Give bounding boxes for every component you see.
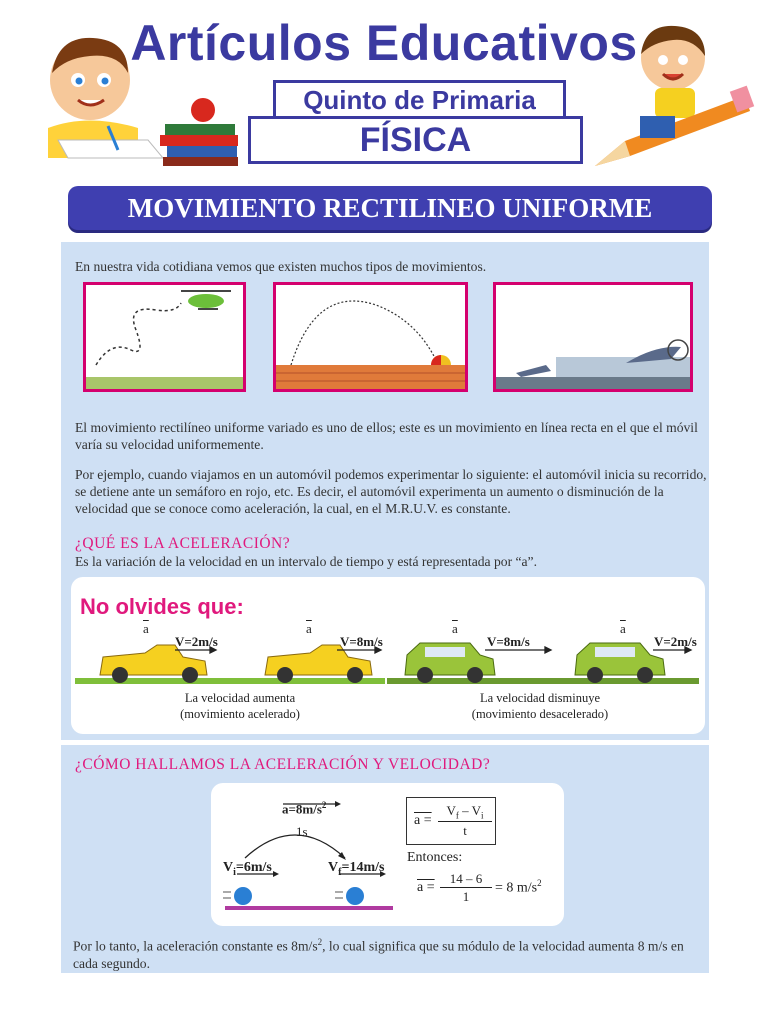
formula-vf: V [446, 803, 456, 818]
accel-value: a=8m/s [282, 801, 322, 817]
formula-minus-vi: – V [458, 803, 482, 818]
acceleration-definition: Es la variación de la velocidad en un intervalo de tiempo y está representada por “a”. [75, 554, 537, 569]
vf-symbol: V [328, 860, 339, 875]
caption-decelerated [420, 690, 660, 722]
jet-plane-image [493, 282, 693, 392]
page-banner: MOVIMIENTO RECTILINEO UNIFORME [68, 186, 712, 230]
car-2-velocity: V=8m/s [340, 634, 383, 649]
vf-value: =14m/s [341, 860, 385, 875]
books-apple-illustration [155, 92, 245, 167]
helicopter-image [83, 282, 246, 392]
caption-decelerated-line1: La velocidad disminuye [479, 691, 601, 705]
calc-result [495, 878, 542, 897]
reminder-title: No olvides que: [80, 594, 244, 619]
accel-symbol-4: $\overline{a}$ [620, 621, 626, 636]
formula-numerator [438, 803, 492, 822]
site-title: Artículos Educativos [130, 15, 638, 71]
accel-symbol-2: $\overline{a}$ [306, 621, 312, 636]
conclusion-text [73, 934, 705, 972]
caption-accelerated [120, 690, 360, 722]
calc-numerator: 14 – 6 [440, 871, 492, 888]
accel-symbol-1: $\overline{a}$ [143, 621, 149, 636]
caption-decelerated-line2: (movimiento desacelerado) [471, 707, 609, 721]
car-1-velocity: V=2m/s [175, 634, 218, 649]
ball-trajectory-image [273, 282, 468, 392]
paragraph-1: El movimiento rectilíneo uniforme variado es uno de ellos; este es un movimiento en línea recta en el que el móvil varía su velocidad uniformemente. [75, 420, 698, 452]
caption-accelerated-line2: (movimiento acelerado) [180, 707, 300, 721]
vi-value: =6m/s [235, 860, 272, 875]
section-heading-acceleration: ¿QUÉ ES LA ACELERACIÓN? [75, 535, 291, 552]
accel-value-label [282, 800, 326, 817]
then-label: Entonces: [407, 850, 463, 865]
formula-vf-sub: f [455, 810, 459, 821]
section-heading-how-to: ¿CÓMO HALLAMOS LA ACELERACIÓN Y VELOCIDAD? [75, 756, 491, 773]
vi-sub: i [233, 866, 236, 878]
calc-result-exp: 2 [537, 878, 542, 888]
time-label: 1s [296, 824, 308, 839]
grade-label: Quinto de Primaria [273, 80, 566, 120]
vi-symbol: V [223, 860, 234, 875]
cars-illustration [75, 615, 701, 695]
vf-label [328, 860, 384, 878]
calc-lhs: a = [417, 880, 435, 895]
conclusion-part-a: Por lo tanto, la aceleración constante es 8m/s [73, 938, 318, 954]
vi-label [223, 860, 272, 878]
conclusion-exp: 2 [317, 937, 323, 947]
calc-denominator: 1 [462, 889, 470, 904]
paragraph-2: Por ejemplo, cuando viajamos en un automóvil podemos experimentar lo siguiente: el automóvil inicia su recorrido, se detiene ante un semáforo en rojo, etc. Es decir, el automóvil experimenta un aumento o disminución de la velocidad que se conoce como aceleración, la cual, en el M.R.U.V. es constante. [75, 467, 707, 516]
caption-accelerated-line1: La velocidad aumenta [184, 691, 296, 705]
calc-result-value: = 8 m/s [495, 880, 538, 896]
formula-denominator: t [463, 823, 467, 838]
formula-lhs: a = [414, 813, 432, 828]
accel-symbol-3: $\overline{a}$ [452, 621, 458, 636]
formula-vi-sub: i [481, 810, 484, 821]
conclusion-part-b: , lo cual significa que su módulo de la velocidad aumenta 8 m/s en cada segundo. [73, 938, 684, 971]
intro-text: En nuestra vida cotidiana vemos que existen muchos tipos de movimientos. [75, 259, 487, 274]
car-3-velocity: V=8m/s [487, 634, 530, 649]
car-4-velocity: V=2m/s [654, 634, 697, 649]
accel-value-exp: 2 [321, 800, 327, 810]
subject-label: FÍSICA [248, 116, 583, 164]
vf-sub: f [338, 866, 342, 878]
